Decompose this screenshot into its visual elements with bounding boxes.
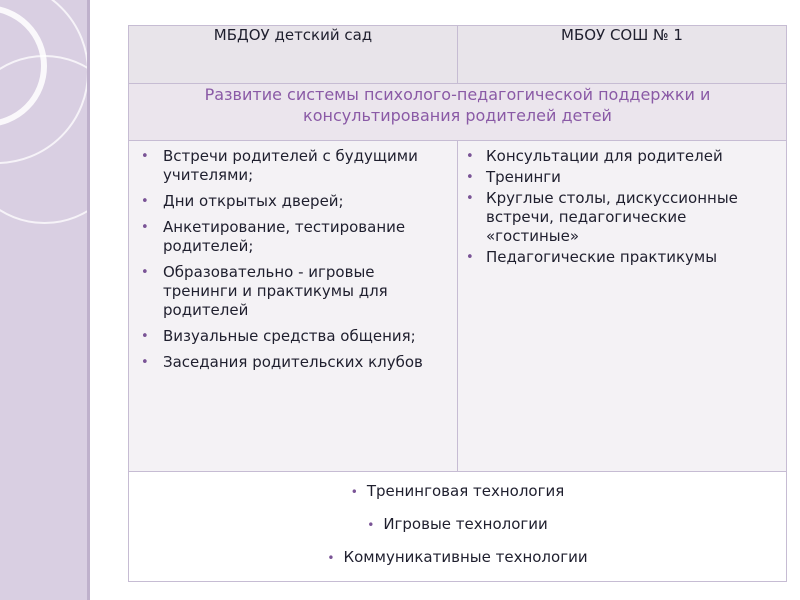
technologies-list [129,472,786,568]
bullet-icon: • [327,551,335,565]
list-item [129,515,786,535]
sidebar-edge [87,0,90,600]
list-item: • Круглые столы, дискуссионные встречи, педагогические «гостиные» [464,189,780,246]
list-item-text: Тренинговая технология [366,482,565,500]
left-list-cell [129,141,458,472]
header-cell-school: МБОУ СОШ № 1 [458,26,787,84]
list-item: • Визуальные средства общения; [139,327,451,346]
header-cell-kindergarten: МБДОУ детский сад [129,26,458,84]
list-item: • Заседания родительских клубов [139,353,451,372]
list-item [129,482,786,502]
school-activities-list [458,141,786,267]
list-item-text: Коммуникативные технологии [343,548,588,566]
list-item: • Анкетирование, тестирование родителей; [139,218,451,256]
right-list-cell [458,141,787,472]
list-item: • Тренинги [464,168,780,187]
footer-row [129,472,787,582]
list-item: • Встречи родителей с будущими учителями; [139,147,451,185]
lists-row [129,141,787,472]
list-item: • Образовательно - игровые тренинги и практикумы для родителей [139,263,451,320]
list-item: • Консультации для родителей [464,147,780,166]
decorative-sidebar [0,0,90,600]
kindergarten-activities-list [129,141,457,372]
comparison-table [128,25,787,582]
list-item [129,548,786,568]
footer-cell [129,472,787,582]
bullet-icon: • [350,485,358,499]
bullet-icon: • [367,518,375,532]
list-item: • Педагогические практикумы [464,248,780,267]
list-item: • Дни открытых дверей; [139,192,451,211]
list-item-text: Игровые технологии [383,515,548,533]
header-row [129,26,787,84]
title-row [129,84,787,141]
table-title: Развитие системы психолого-педагогической поддержки и консультирования родителей детей [129,84,787,141]
